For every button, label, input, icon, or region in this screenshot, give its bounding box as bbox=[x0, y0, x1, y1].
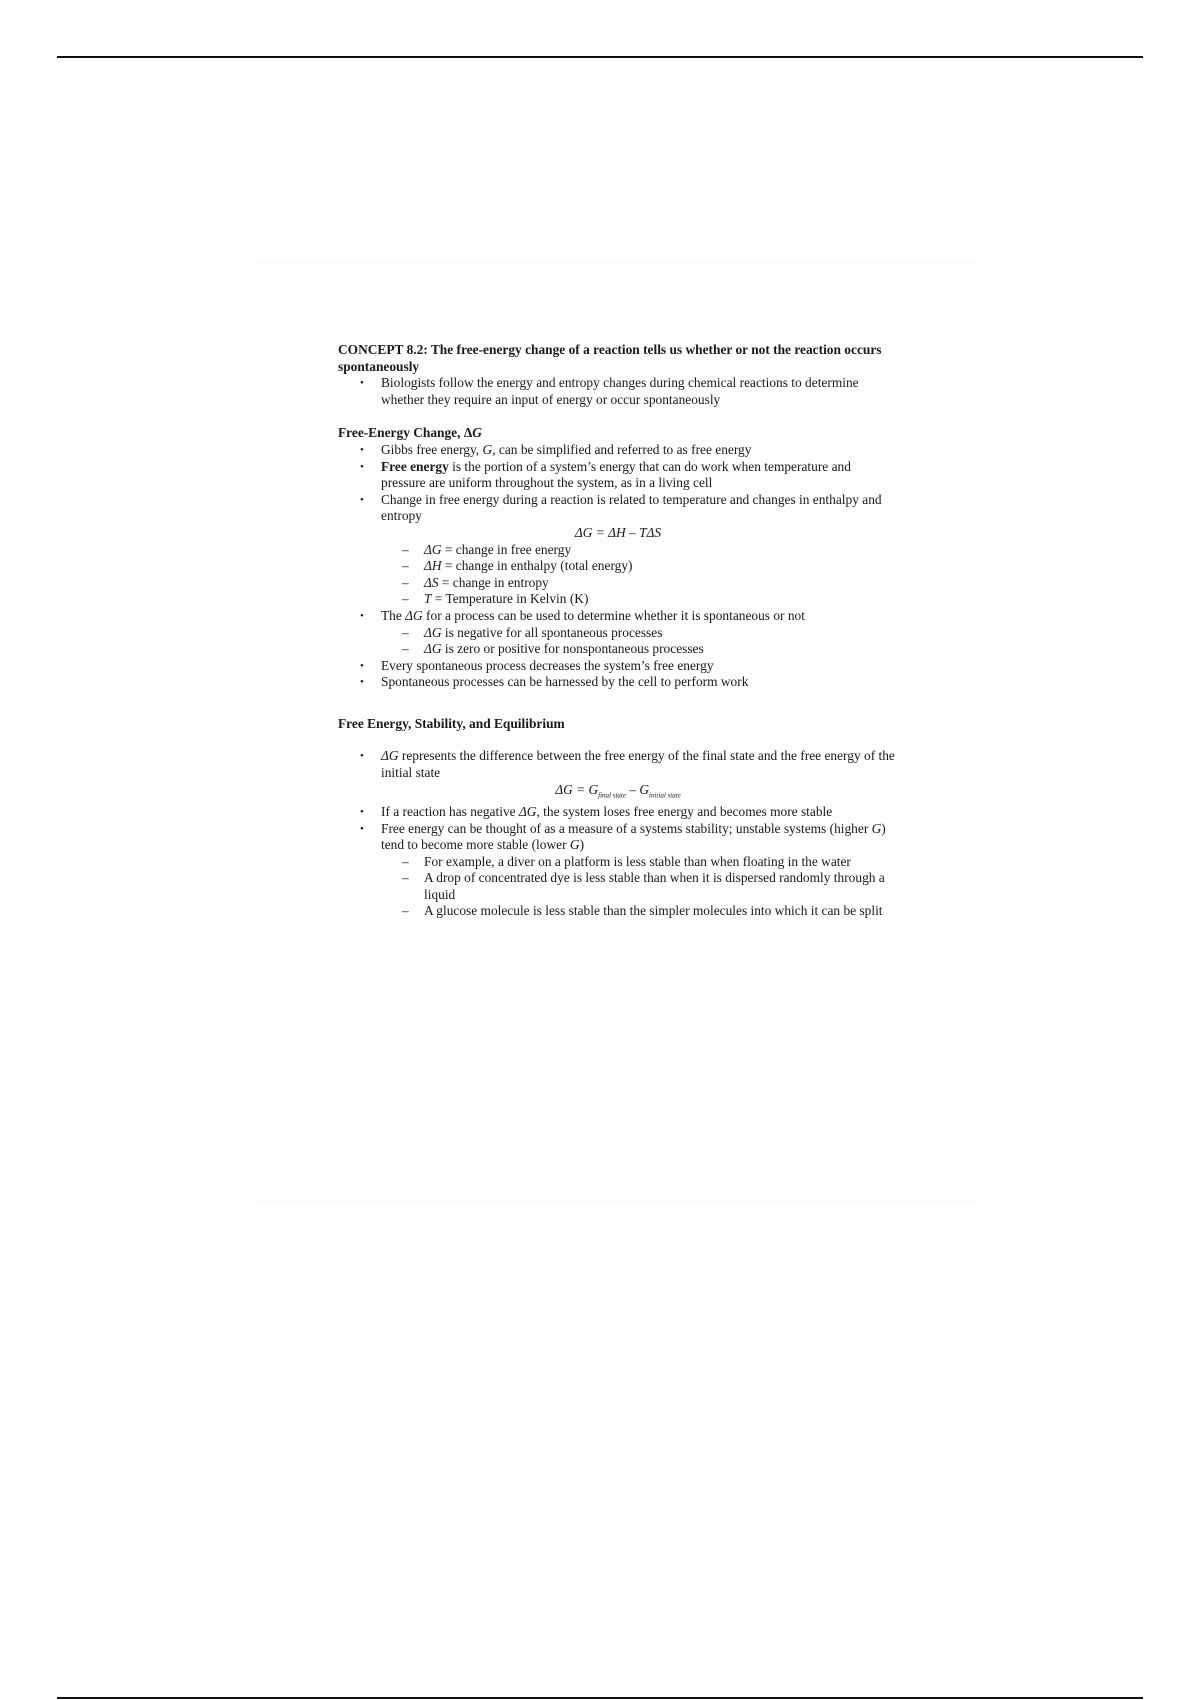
list-item bbox=[338, 608, 898, 658]
heading-variable: G bbox=[472, 425, 482, 441]
list-item: – For example, a diver on a platform is less stable than when floating in the water bbox=[381, 854, 898, 871]
symbol: ΔG bbox=[424, 641, 442, 657]
variable: G bbox=[482, 441, 493, 457]
text-run: is zero or positive for nonspontaneous processes bbox=[441, 641, 704, 657]
free-energy-bullet-list-2 bbox=[338, 608, 898, 691]
stability-bullet-list bbox=[338, 748, 898, 920]
text-run: ) bbox=[579, 837, 585, 853]
text-run: , can be simplified and referred to as free energy bbox=[492, 441, 752, 457]
text-run: represents the difference between the free energy of the final state and the free energy of the initial state bbox=[381, 748, 895, 781]
variable: G bbox=[871, 820, 882, 836]
definition-list bbox=[338, 542, 898, 608]
concept-bullet-list bbox=[338, 375, 898, 408]
document-body bbox=[338, 342, 898, 920]
symbol: ΔS bbox=[424, 574, 439, 590]
list-item bbox=[381, 542, 898, 559]
heading-text: Free-Energy Change, Δ bbox=[338, 425, 473, 441]
equation-part: ΔG = G bbox=[555, 781, 599, 797]
symbol: ΔG bbox=[424, 541, 442, 557]
symbol: ΔH bbox=[424, 558, 442, 574]
text-run: , the system loses free energy and becomes more stable bbox=[536, 803, 833, 819]
symbol: ΔG bbox=[405, 607, 423, 623]
list-item bbox=[338, 459, 898, 492]
term-bold: Free energy bbox=[381, 458, 449, 474]
list-item: • Every spontaneous process decreases the system’s free energy bbox=[338, 658, 898, 675]
symbol: ΔG bbox=[381, 748, 399, 764]
list-item: – A drop of concentrated dye is less stable than when it is dispersed randomly through a liquid bbox=[381, 870, 898, 903]
list-item bbox=[381, 625, 898, 642]
text-run: is negative for all spontaneous processes bbox=[441, 624, 663, 640]
bottom-rule bbox=[57, 1697, 1143, 1699]
stability-heading: Free Energy, Stability, and Equilibrium bbox=[338, 715, 565, 731]
text-run: Free energy can be thought of as a measure of a systems stability; unstable systems (higher bbox=[381, 820, 872, 836]
top-rule bbox=[57, 56, 1143, 58]
equation-subscript: final state bbox=[598, 791, 626, 800]
list-item: • Spontaneous processes can be harnessed by the cell to perform work bbox=[338, 674, 898, 691]
list-item bbox=[338, 748, 898, 803]
list-item bbox=[338, 492, 898, 542]
list-item bbox=[381, 591, 898, 608]
text-run: = change in enthalpy (total energy) bbox=[441, 558, 633, 574]
free-energy-change-heading bbox=[338, 425, 898, 442]
symbol: ΔG bbox=[424, 624, 442, 640]
text-run: If a reaction has negative bbox=[381, 803, 519, 819]
text-run: = change in free energy bbox=[441, 541, 572, 557]
text-run: for a process can be used to determine whether it is spontaneous or not bbox=[422, 607, 805, 623]
list-item bbox=[381, 575, 898, 592]
text-run: The bbox=[381, 607, 406, 623]
variable: G bbox=[569, 837, 580, 853]
text-run: Gibbs free energy, bbox=[381, 441, 483, 457]
equation-part: – G bbox=[625, 781, 650, 797]
sub-list bbox=[381, 625, 898, 658]
text-run: is the portion of a system’s energy that can do work when temperature and pressure are uniform throughout the system, as in a living cell bbox=[381, 458, 851, 491]
delta-g-equation bbox=[338, 782, 898, 804]
free-energy-bullet-list bbox=[338, 442, 898, 542]
concept-heading: CONCEPT 8.2: The free-energy change of a reaction tells us whether or not the reaction occurs spontaneously bbox=[338, 342, 882, 374]
text-run: = change in entropy bbox=[438, 574, 549, 590]
list-item bbox=[381, 558, 898, 575]
text-run: Change in free energy during a reaction is related to temperature and changes in enthalpy and entropy bbox=[381, 491, 882, 524]
text-run: = Temperature in Kelvin (K) bbox=[431, 591, 589, 607]
symbol: T bbox=[424, 591, 432, 607]
list-item bbox=[381, 641, 898, 658]
gibbs-equation: ΔG = ΔH – TΔS bbox=[574, 524, 662, 540]
text-run: ) tend to become more stable (lower bbox=[381, 820, 886, 853]
list-item bbox=[338, 442, 898, 459]
list-item: – A glucose molecule is less stable than the simpler molecules into which it can be split bbox=[381, 903, 898, 920]
equation-subscript: initial state bbox=[649, 791, 681, 800]
example-list bbox=[381, 854, 898, 920]
list-item bbox=[338, 804, 898, 821]
list-item bbox=[338, 821, 898, 921]
symbol: ΔG bbox=[518, 803, 537, 819]
list-item: • Biologists follow the energy and entropy changes during chemical reactions to determine whether they require an input of energy or occur spontaneously bbox=[338, 375, 898, 408]
